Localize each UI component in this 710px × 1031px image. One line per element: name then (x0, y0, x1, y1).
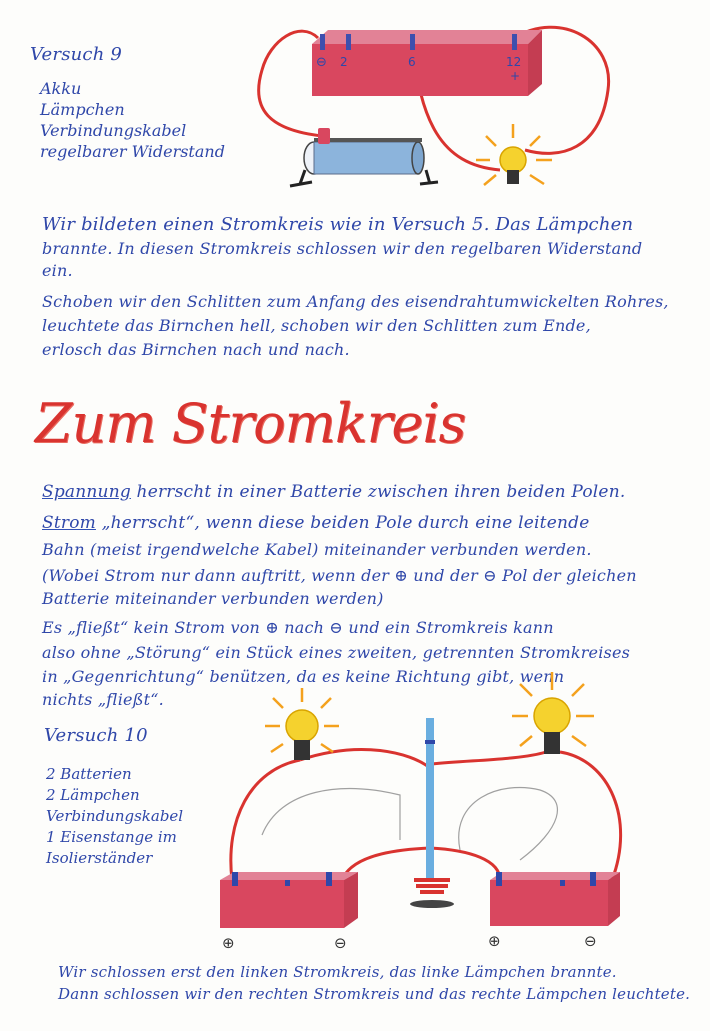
material-item: Verbindungskabel (40, 121, 187, 140)
left-minus-label: ⊖ (334, 934, 347, 952)
pole-label-6: 6 (408, 55, 416, 69)
experiment10-heading: Versuch 10 (44, 725, 148, 746)
pole-label-12: 12 (506, 55, 522, 69)
theory-line: nichts „fließt“. (42, 690, 164, 709)
experiment9-text-line: ein. (42, 261, 73, 280)
material-item: Isolierständer (46, 849, 153, 867)
pole-label-plus: + (510, 69, 521, 83)
material-item: 1 Eisenstange im (46, 828, 177, 846)
right-plus-label: ⊕ (488, 932, 501, 950)
right-minus-label: ⊖ (584, 932, 597, 950)
experiment9-text-line: Schoben wir den Schlitten zum Anfang des eisendrahtumwickelten Rohres, (42, 292, 669, 311)
experiment9-text-line: Wir bildeten einen Stromkreis wie in Versuch 5. Das Lämpchen (42, 214, 634, 235)
experiment9-text-line: leuchtete das Birnchen hell, schoben wir den Schlitten zum Ende, (42, 316, 591, 335)
material-item: Verbindungskabel (46, 807, 184, 825)
theory-line: (Wobei Strom nur dann auftritt, wenn der ⊕ und der ⊖ Pol der gleichen (42, 566, 637, 585)
iron-rod-stand (410, 718, 454, 908)
theory-line: Es „fließt“ kein Strom von ⊕ nach ⊖ und ein Stromkreis kann (42, 618, 554, 637)
spannung-definition: herrscht in einer Batterie zwischen ihren beiden Polen. (130, 482, 626, 502)
material-item: Lämpchen (40, 100, 125, 119)
term-strom: Strom (42, 513, 96, 533)
material-item: 2 Batterien (46, 765, 132, 783)
experiment9-text-line: erlosch das Birnchen nach und nach. (42, 340, 350, 359)
material-item: 2 Lämpchen (46, 786, 140, 804)
theory-line: Batterie miteinander verbunden werden) (42, 589, 384, 608)
experiment10-text-line: Dann schlossen wir den rechten Stromkreis und das rechte Lämpchen leuchtete. (58, 985, 691, 1003)
experiment9-text-line: brannte. In diesen Stromkreis schlossen wir den regelbaren Widerstand (42, 239, 643, 258)
material-item: regelbarer Widerstand (40, 142, 225, 161)
left-battery (220, 872, 358, 928)
theory-line: in „Gegenrichtung“ benützen, da es keine Richtung gibt, wenn (42, 667, 565, 686)
pole-label-2: 2 (340, 55, 348, 69)
left-plus-label: ⊕ (222, 934, 235, 952)
theory-line: Bahn (meist irgendwelche Kabel) miteinander verbunden werden. (42, 540, 592, 559)
experiment10-text-line: Wir schlossen erst den linken Stromkreis, das linke Lämpchen brannte. (58, 963, 617, 981)
right-battery (490, 872, 620, 926)
term-spannung: Spannung (42, 482, 131, 502)
experiment9-heading: Versuch 9 (30, 44, 123, 65)
pole-label-minus: ⊖ (316, 55, 327, 70)
theory-line: also ohne „Störung“ ein Stück eines zweiten, getrennten Stromkreises (42, 643, 631, 662)
right-lamp-icon (512, 672, 594, 754)
left-lamp-icon (265, 688, 339, 760)
material-item: Akku (40, 79, 82, 98)
section-title: Zum Stromkreis (35, 392, 466, 455)
strom-definition: „herrscht“, wenn diese beiden Pole durch eine leitende (95, 513, 590, 533)
